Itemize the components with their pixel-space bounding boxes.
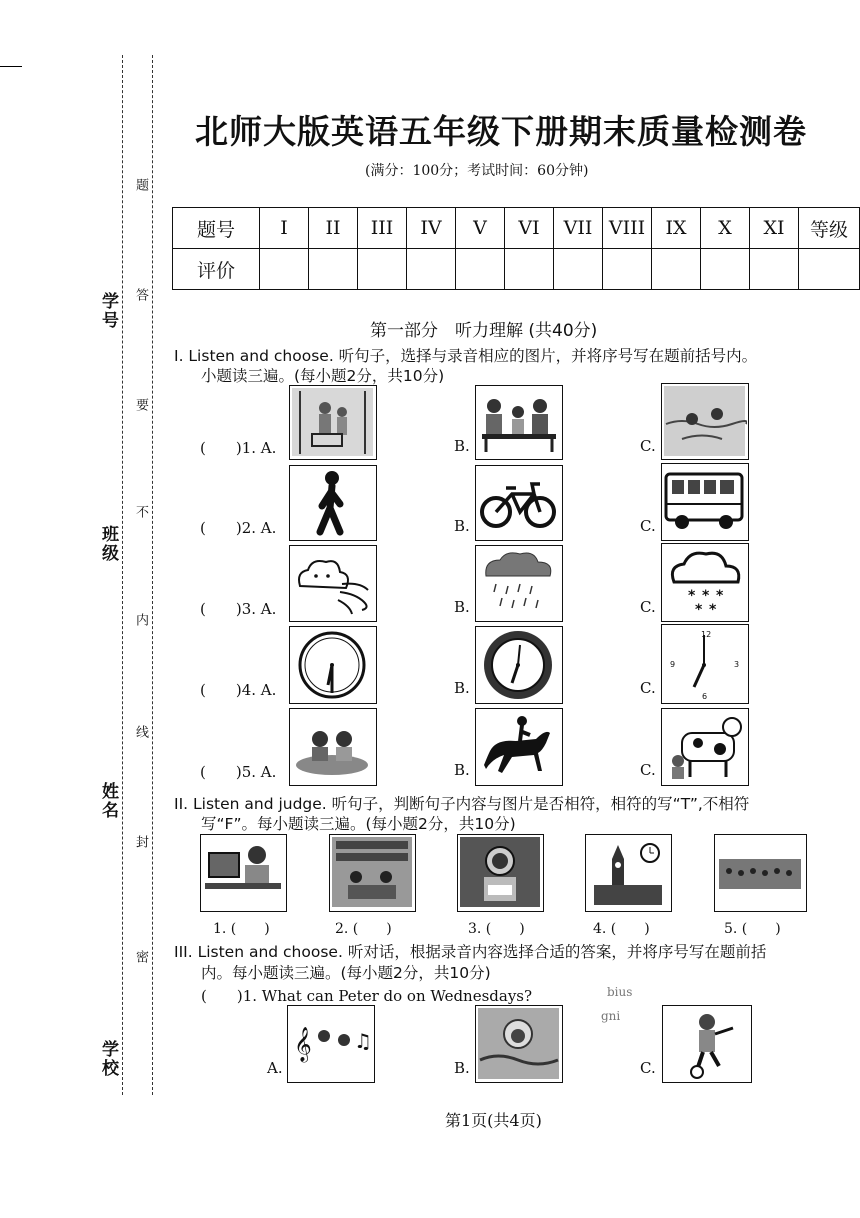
section1-instruction-cont: 小题读三遍。(每小题2分，共10分) [201, 367, 445, 385]
q3-b-label: B. [454, 598, 470, 616]
score-col: VIII [603, 208, 652, 249]
q3-c-label: C. [640, 598, 656, 616]
q4-picture-a-clock-six-thirty[interactable] [289, 626, 377, 704]
score-cell[interactable] [603, 249, 652, 290]
exam-subtitle: (满分：100分；考试时间：60分钟) [365, 163, 589, 179]
score-cell[interactable] [750, 249, 799, 290]
svg-text:9: 9 [670, 660, 676, 669]
s3-opt-c-label: C. [640, 1059, 656, 1077]
section3-q1: ( )1. What can Peter do on Wednesdays? [201, 987, 533, 1005]
judge-picture-3-astronaut-reading[interactable] [457, 834, 544, 912]
seal-char: 线 [133, 725, 148, 738]
q3-label: ( )3. A. [200, 600, 277, 618]
q5-picture-a-picnic[interactable] [289, 708, 377, 786]
q2-c-label: C. [640, 517, 656, 535]
judge-picture-5-crowd[interactable] [714, 834, 807, 912]
score-cell[interactable] [799, 249, 860, 290]
corner-line [0, 66, 22, 67]
seal-char: 不 [133, 505, 148, 518]
score-col: X [701, 208, 750, 249]
score-cell[interactable] [309, 249, 358, 290]
page-number: 第1页(共4页) [445, 1111, 542, 1130]
q4-c-label: C. [640, 679, 656, 697]
svg-text:6: 6 [702, 692, 708, 701]
score-col: I [260, 208, 309, 249]
part1-heading: 第一部分 听力理解 (共40分) [370, 321, 598, 341]
seal-char: 题 [133, 178, 148, 191]
score-cell[interactable] [505, 249, 554, 290]
score-table-row-label: 评价 [173, 249, 260, 290]
score-col: VII [554, 208, 603, 249]
binding-dashed-line-outer [122, 55, 123, 1095]
q5-c-label: C. [640, 761, 656, 779]
score-col: II [309, 208, 358, 249]
score-cell[interactable] [358, 249, 407, 290]
score-col: IV [407, 208, 456, 249]
score-col: XI [750, 208, 799, 249]
judge-picture-4-big-ben[interactable] [585, 834, 672, 912]
q4-b-label: B. [454, 679, 470, 697]
seal-char: 答 [133, 288, 148, 301]
score-cell[interactable] [456, 249, 505, 290]
section1-instruction: I. Listen and choose. 听句子，选择与录音相应的图片，并将序号写在题前括号内。 [174, 347, 758, 365]
q4-picture-c-clock-seven[interactable] [661, 624, 749, 704]
q2-b-label: B. [454, 517, 470, 535]
q2-picture-c-bus[interactable] [661, 463, 749, 541]
score-col: III [358, 208, 407, 249]
exam-title: 北师大版英语五年级下册期末质量检测卷 [195, 112, 807, 151]
judge-caption-3: 3. ( ) [468, 921, 525, 937]
svg-text:*: * [716, 588, 724, 604]
score-cell[interactable] [701, 249, 750, 290]
q3-picture-a-windy[interactable] [289, 545, 377, 622]
binding-dashed-line-inner [152, 55, 153, 1095]
s3-picture-b-swimming[interactable] [475, 1005, 563, 1083]
q5-b-label: B. [454, 761, 470, 779]
q1-picture-b-family-bench[interactable] [475, 385, 563, 460]
bleed-text-2: gni [601, 1009, 621, 1023]
q3-picture-b-rainy[interactable] [475, 545, 563, 622]
score-col: VI [505, 208, 554, 249]
s3-picture-a-music[interactable] [287, 1005, 375, 1083]
judge-picture-1-watching-tv[interactable] [200, 834, 287, 912]
judge-picture-2-library[interactable] [329, 834, 416, 912]
score-col: IX [652, 208, 701, 249]
svg-text:12: 12 [701, 630, 712, 639]
q5-picture-b-horse-riding[interactable] [475, 708, 563, 786]
seal-char: 内 [133, 613, 148, 626]
svg-text:*: * [702, 588, 710, 604]
judge-caption-2: 2. ( ) [335, 921, 392, 937]
judge-caption-5: 5. ( ) [724, 921, 781, 937]
svg-text:*: * [695, 602, 703, 618]
score-cell[interactable] [554, 249, 603, 290]
label-student-id: 学号 [98, 292, 118, 330]
q4-label: ( )4. A. [200, 681, 277, 699]
q5-picture-c-milking-cow[interactable] [661, 708, 749, 786]
score-table-eval-row [173, 249, 860, 290]
judge-caption-1: 1. ( ) [213, 921, 270, 937]
bleed-text-1: bius [607, 985, 633, 999]
section3-instruction: III. Listen and choose. 听对话，根据录音内容选择合适的答案，并将序号写在题前括 [174, 943, 767, 961]
q2-picture-b-bike[interactable] [475, 465, 563, 541]
q2-label: ( )2. A. [200, 519, 277, 537]
score-cell[interactable] [652, 249, 701, 290]
svg-text:𝄞: 𝄞 [294, 1027, 312, 1062]
label-school: 学校 [98, 1040, 118, 1078]
s3-picture-c-football[interactable] [662, 1005, 752, 1083]
seal-char: 要 [133, 398, 148, 411]
svg-text:♫: ♫ [354, 1029, 372, 1053]
svg-text:*: * [709, 602, 717, 618]
score-table-header-row [173, 208, 860, 249]
q3-picture-c-snowy[interactable] [661, 543, 749, 622]
seal-char: 封 [133, 835, 148, 848]
q2-picture-a-walking[interactable] [289, 465, 377, 541]
svg-text:*: * [688, 588, 696, 604]
score-table [172, 207, 860, 290]
q5-label: ( )5. A. [200, 763, 277, 781]
q1-b-label: B. [454, 437, 470, 455]
q1-picture-a-supermarket[interactable] [289, 385, 377, 460]
q1-picture-c-swimming[interactable] [661, 383, 749, 460]
q1-label: ( )1. A. [200, 439, 277, 457]
score-cell[interactable] [407, 249, 456, 290]
q4-picture-b-flower-clock[interactable] [475, 626, 563, 704]
section3-instruction-cont: 内。每小题读三遍。(每小题2分，共10分) [201, 964, 491, 982]
svg-text:3: 3 [734, 660, 740, 669]
label-name: 姓名 [98, 782, 118, 820]
s3-opt-a-label: A. [267, 1059, 283, 1077]
score-table-row-label: 题号 [173, 208, 260, 249]
score-cell[interactable] [260, 249, 309, 290]
score-col: V [456, 208, 505, 249]
seal-char: 密 [133, 950, 148, 963]
label-class: 班级 [98, 525, 118, 563]
score-col-grade: 等级 [799, 208, 860, 249]
q1-c-label: C. [640, 437, 656, 455]
section2-instruction-cont: 写“F”。每小题读三遍。(每小题2分，共10分) [201, 815, 516, 833]
s3-opt-b-label: B. [454, 1059, 470, 1077]
section2-instruction: II. Listen and judge. 听句子，判断句子内容与图片是否相符，相符的写“T”,不相符 [174, 795, 750, 813]
judge-caption-4: 4. ( ) [593, 921, 650, 937]
